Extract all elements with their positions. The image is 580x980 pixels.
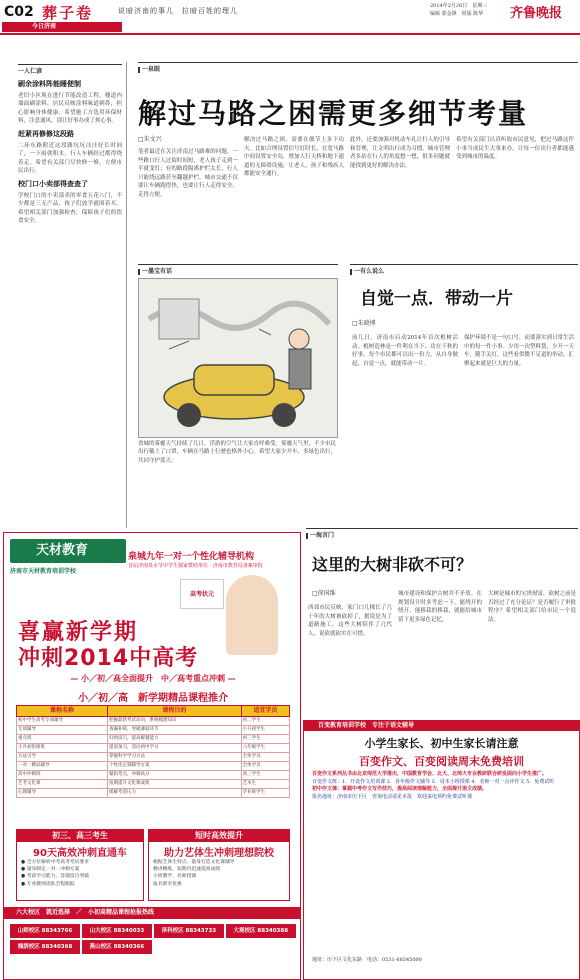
opinion-col-2: 保护环境不是一句口号，而要落实到日常生活中的每一件小事。少用一次塑料袋，少开一天车，随手关灯，这些看似微不足道的举动，汇聚起来就是巨大的力量。 <box>464 335 574 367</box>
tab-bar-icon <box>306 533 308 539</box>
campus-phone: 大观校区 88340388 <box>226 924 296 938</box>
tree-col-3: 大树是城市的宝贵财富，砍树之前是否经过了充分论证？是否履行了审批程序？希望相关部门给市民一个说法。 <box>488 591 576 623</box>
smog-cartoon <box>138 278 338 438</box>
left-column-tab: 一人仁谚 <box>18 64 122 75</box>
course-table-cell: 掌握科学学习方法 <box>108 753 242 762</box>
ad-promo-title: 小／初／高 新学期精品课程推介 <box>78 693 228 704</box>
ad-box-line: 小班教学，名师授课 <box>153 874 197 880</box>
ad-phone-list <box>10 923 296 955</box>
course-table-row <box>17 771 290 780</box>
course-table-cell: 小升初衔接班 <box>17 744 108 753</box>
ad-box-art-title: 短时高效提升 <box>149 830 289 842</box>
course-table-row <box>17 780 290 789</box>
course-table-cell: 高三学生 <box>241 771 289 780</box>
rad-body-para: 报名地址：济南市历下区 咨询电话请见本报 欢迎来电预约免费试听课 <box>312 793 473 800</box>
rad-footer: 地址：历下区文化东路 电话：0531-88345000 <box>312 957 422 963</box>
tree-author: □徐国维 <box>312 590 336 597</box>
masthead-slogan: 说暗济南的事儿 拉暗百姓的理儿 <box>118 7 238 15</box>
section-band: 今日济南 <box>2 22 122 32</box>
course-table-cell: 查漏补缺，突破薄弱环节 <box>108 726 242 735</box>
tree-headline: 这里的大树非砍不可？ <box>312 555 473 574</box>
column-divider <box>126 62 127 528</box>
course-table-row <box>17 735 290 744</box>
course-table-cell: 六年级学生 <box>241 744 289 753</box>
opinion-col-1: 前几日，济南市启动2014年首次植树活动。植树造林是一件利在当下、功在千秋的好事，每个市民都可以出一份力。从自身做起，自觉一点，就能带动一片。 <box>352 335 458 367</box>
course-table-row <box>17 744 290 753</box>
course-table-cell: 毕业班学生 <box>241 789 289 798</box>
left-article-2-title: 赶紧再修修这段路 <box>18 130 74 138</box>
ad-box-art-big: 助力艺体生冲刺理想院校 <box>164 848 274 859</box>
campus-phone: 山师校区 88343766 <box>10 924 80 938</box>
course-table-row <box>17 762 290 771</box>
cartoon-drawing <box>139 279 338 438</box>
course-table-cell: 小升初学生 <box>241 726 289 735</box>
course-table-cell: 高中冲刺班 <box>17 771 108 780</box>
issue-date: 2014年2月26日 星期三 <box>430 3 488 9</box>
column-brand: 葬子卷 <box>42 4 94 22</box>
course-table-cell: 全体学员 <box>241 762 289 771</box>
course-table-cell: 心理辅导 <box>17 789 108 798</box>
ad-box-line: ● 考前学习能力、答题技巧突破 <box>21 874 90 880</box>
course-table-cell: 个性化定制辅导方案 <box>108 762 242 771</box>
editor-credit: 编辑 郭金锋 组版 陈华 <box>430 11 484 17</box>
course-table-cell: 缓解考前压力 <box>108 789 242 798</box>
masthead <box>0 0 580 38</box>
ad-big-title-1: 喜赢新学期 <box>18 620 139 645</box>
course-table-header <box>17 706 290 717</box>
comic-tab <box>138 264 338 275</box>
ad-box-cram-title: 初三、高三考生 <box>17 830 143 842</box>
course-table-row <box>17 789 290 798</box>
lead-col-4: 希望有关部门认真听取市民意见，把过马路这件小事当成民生大事来办，让每一位出行者都能感受到城市的温度。 <box>456 137 574 161</box>
rad-headline-1: 小学生家长、初中生家长请注意 <box>364 737 519 750</box>
course-table-body <box>17 717 290 798</box>
reader-voice-column <box>18 64 122 225</box>
ad-box-line: ● 量身制定一对一冲刺方案 <box>21 867 80 873</box>
ad-brand: 天材教育 <box>10 539 126 563</box>
lead-headline: 解过马路之困需更多细节考量 <box>138 97 529 130</box>
education-advertisement <box>3 532 301 980</box>
course-table <box>16 705 290 798</box>
tab-bar-icon <box>138 269 140 275</box>
writing-class-advertisement <box>303 720 580 980</box>
rad-body <box>312 771 572 801</box>
course-table-row <box>17 726 290 735</box>
course-table-header-cell: 课程目的 <box>108 706 242 717</box>
masthead-rule <box>0 33 580 35</box>
opinion-tab-label: 一有么说么 <box>354 268 385 275</box>
campus-phone: 泽科校区 88343733 <box>154 924 224 938</box>
rad-body-para: 百变作文系列丛书由北京师范大学推出，中国教育学会、北大、北师大专业教研联合研发面向小学生推广。 <box>312 771 548 777</box>
rad-headline-2: 百变作文、百变阅读周末免费培训 <box>359 755 524 768</box>
lead-author: □朱文兴 <box>138 136 162 143</box>
left-article-2-body: 二环东路附近这段路坑坑洼洼好长时间了，一下雨就积水，行人车辆经过都得绕着走。希望有关部门尽快修一修，方便市民出行。 <box>18 143 122 174</box>
ad-box-line: 报名即享优惠 <box>153 881 182 887</box>
course-table-cell: 紧扣考点，冲刺高分 <box>108 771 242 780</box>
course-table-cell: 艺术生 <box>241 780 289 789</box>
lead-tab-label: 一泉眼 <box>142 66 161 73</box>
course-table-cell: 方法引导 <box>17 753 108 762</box>
campus-phone: 槐荫校区 88340368 <box>10 940 80 954</box>
ad-address: 首届济南泉水节中学生独家赞助单位 · 济南市教育局备案审批 <box>128 563 263 569</box>
campus-phone: 燕山校区 88340366 <box>82 940 152 954</box>
course-table-cell: 把握最新考试动向，系统梳理知识 <box>108 717 242 726</box>
comic-tab-label: 一墨宝有话 <box>142 268 173 275</box>
newspaper-logo: 齐鲁晚报 <box>510 6 563 21</box>
course-table-cell: 归纳技巧，提高解题能力 <box>108 735 242 744</box>
campus-phone: 山大校区 88340033 <box>82 924 152 938</box>
rad-body-para: 百变作文班：1．开设作文培训课 2．各年级作文辅导 3．周末小班授课 4．名师一对一点评作文 5．免费试听 <box>312 778 555 785</box>
course-table-cell: 初二学生 <box>241 717 289 726</box>
ad-box-line: 精讲精练，短期内迅速提高成绩 <box>153 867 221 873</box>
course-table-cell: 一对一精品辅导 <box>17 762 108 771</box>
course-table-row <box>17 753 290 762</box>
course-table-cell: 提前预习，适应初中学习 <box>108 744 242 753</box>
opinion-tab <box>350 264 578 275</box>
course-table-cell: 专项辅导 <box>17 726 108 735</box>
ad-certificate: 高考状元 <box>180 579 224 609</box>
rad-body-para: 初中作文课：掌握中考作文写作技巧，提高阅读理解能力，全面提升语文成绩。 <box>312 786 488 792</box>
ad-box-cram <box>16 829 144 901</box>
tree-tab <box>306 528 578 539</box>
course-table-cell: 全体学员 <box>241 753 289 762</box>
course-table-cell: 重点班 <box>17 735 108 744</box>
course-table-cell: 短期提升文化课成绩 <box>108 780 242 789</box>
lead-col-3: 此外，还要加强对机动车礼让行人的引导和管理，让文明出行成为习惯。城市管理者多站在行人的角度想一想，很多问题就能找到更好的解决办法。 <box>350 137 450 169</box>
tab-bar-icon <box>350 269 352 275</box>
ad-box-line: ● 专业教师团队全程跟踪 <box>21 881 75 887</box>
ad-slogan: 泉城九年一对一个性化辅导机构 <box>128 552 255 562</box>
opinion-headline: 自觉一点．带动一片 <box>360 289 513 309</box>
ad-box-line: ● 全方位解析中考高考考试要求 <box>21 860 90 865</box>
ad-hotline-title: 六大校区 就近选择 ／ 小初高精品课程抢报热线 <box>4 907 300 919</box>
lead-tab <box>138 62 578 73</box>
course-table-cell: 初中学生高考专项辅导 <box>17 717 108 726</box>
ad-box-cram-big: 90天高效冲刺直通车 <box>33 848 127 859</box>
left-article-3-title: 校门口小卖部得查查了 <box>18 180 88 188</box>
ad-box-art <box>148 829 290 901</box>
ad-header <box>4 533 300 603</box>
left-article-1-body: 老旧小区现在进行节能改造工程，楼道内墙面刷涂料，居民反映涂料味道刺鼻，担心影响身体健康。希望施工方选用环保材料，注意通风，别让好事办成了烦心事。 <box>18 93 122 124</box>
student-figure-icon <box>226 575 278 655</box>
tab-bar-icon <box>138 67 140 73</box>
tree-col-1: 西郊市民反映，家门口几棵长了几十年的大树被砍掉了，据说是为了道路施工。这些大树陪伴了几代人，说砍就砍实在可惜。 <box>308 605 392 637</box>
tree-tab-label: 一海言门 <box>310 532 335 539</box>
course-table-header-cell: 课程名称 <box>17 706 108 717</box>
ad-big-title-2: 冲刺2014中高考 <box>18 646 199 671</box>
left-article-1-title: 刷余涂料阵能睡便制 <box>18 80 81 88</box>
ad-box-line: 根据艺体生特点，量身打造文化课辅导 <box>153 860 235 865</box>
ad-brand-sub: 济南市天材教育培训学校 <box>10 568 77 575</box>
opinion-author: □朱晓博 <box>352 320 376 327</box>
course-table-cell: 艺考文化课 <box>17 780 108 789</box>
tree-col-2: 城市建设和保护古树并不矛盾。在规划设计时多考虑一下，能绕开的绕开，能移栽的移栽，就能给城市留下更多绿色记忆。 <box>398 591 482 623</box>
ad-tagline: — 小／初／高全面提升 中／高考重点冲刺 — <box>70 674 236 683</box>
lead-col-2: 解决过马路之困，需要在细节上多下功夫。比如合理设置信号灯时长，在宽马路中间设置安全岛，增加人行天桥和地下通道的无障碍设施，让老人、孩子和残疾人都能安全通行。 <box>244 137 344 178</box>
rad-top-band: 百变教育培训学校 专注于语文辅导 <box>304 721 579 731</box>
page-number: C02 <box>4 4 34 20</box>
lead-col-1: 笔者最近在关注济南过马路难的问题。一些路口行人过街时间短，老人孩子走到一半就变灯；有的路段隔离护栏太长，行人只能绕远路甚至翻越护栏。城市交通不仅要让车辆跑得快，也要让行人走得安全、走得方便。 <box>138 149 238 198</box>
course-table-row <box>17 717 290 726</box>
cartoon-caption: 省城的雾霾天气持续了几日，浮游的空气让大家直呼难受。雾霾天气里，不少市民出行戴上了口罩，车辆在马路上行驶也格外小心。希望大家少开车、多绿色出行，共同守护蓝天。 <box>138 441 337 464</box>
course-table-header-cell: 适宜学员 <box>241 706 289 717</box>
left-article-3-body: 学校门口的小卖部卖的零食五花八门，不少都是三无产品，孩子们放学就围着买。希望相关部门加强检查，保障孩子们的饮食安全。 <box>18 193 122 224</box>
course-table-cell: 初三学生 <box>241 735 289 744</box>
